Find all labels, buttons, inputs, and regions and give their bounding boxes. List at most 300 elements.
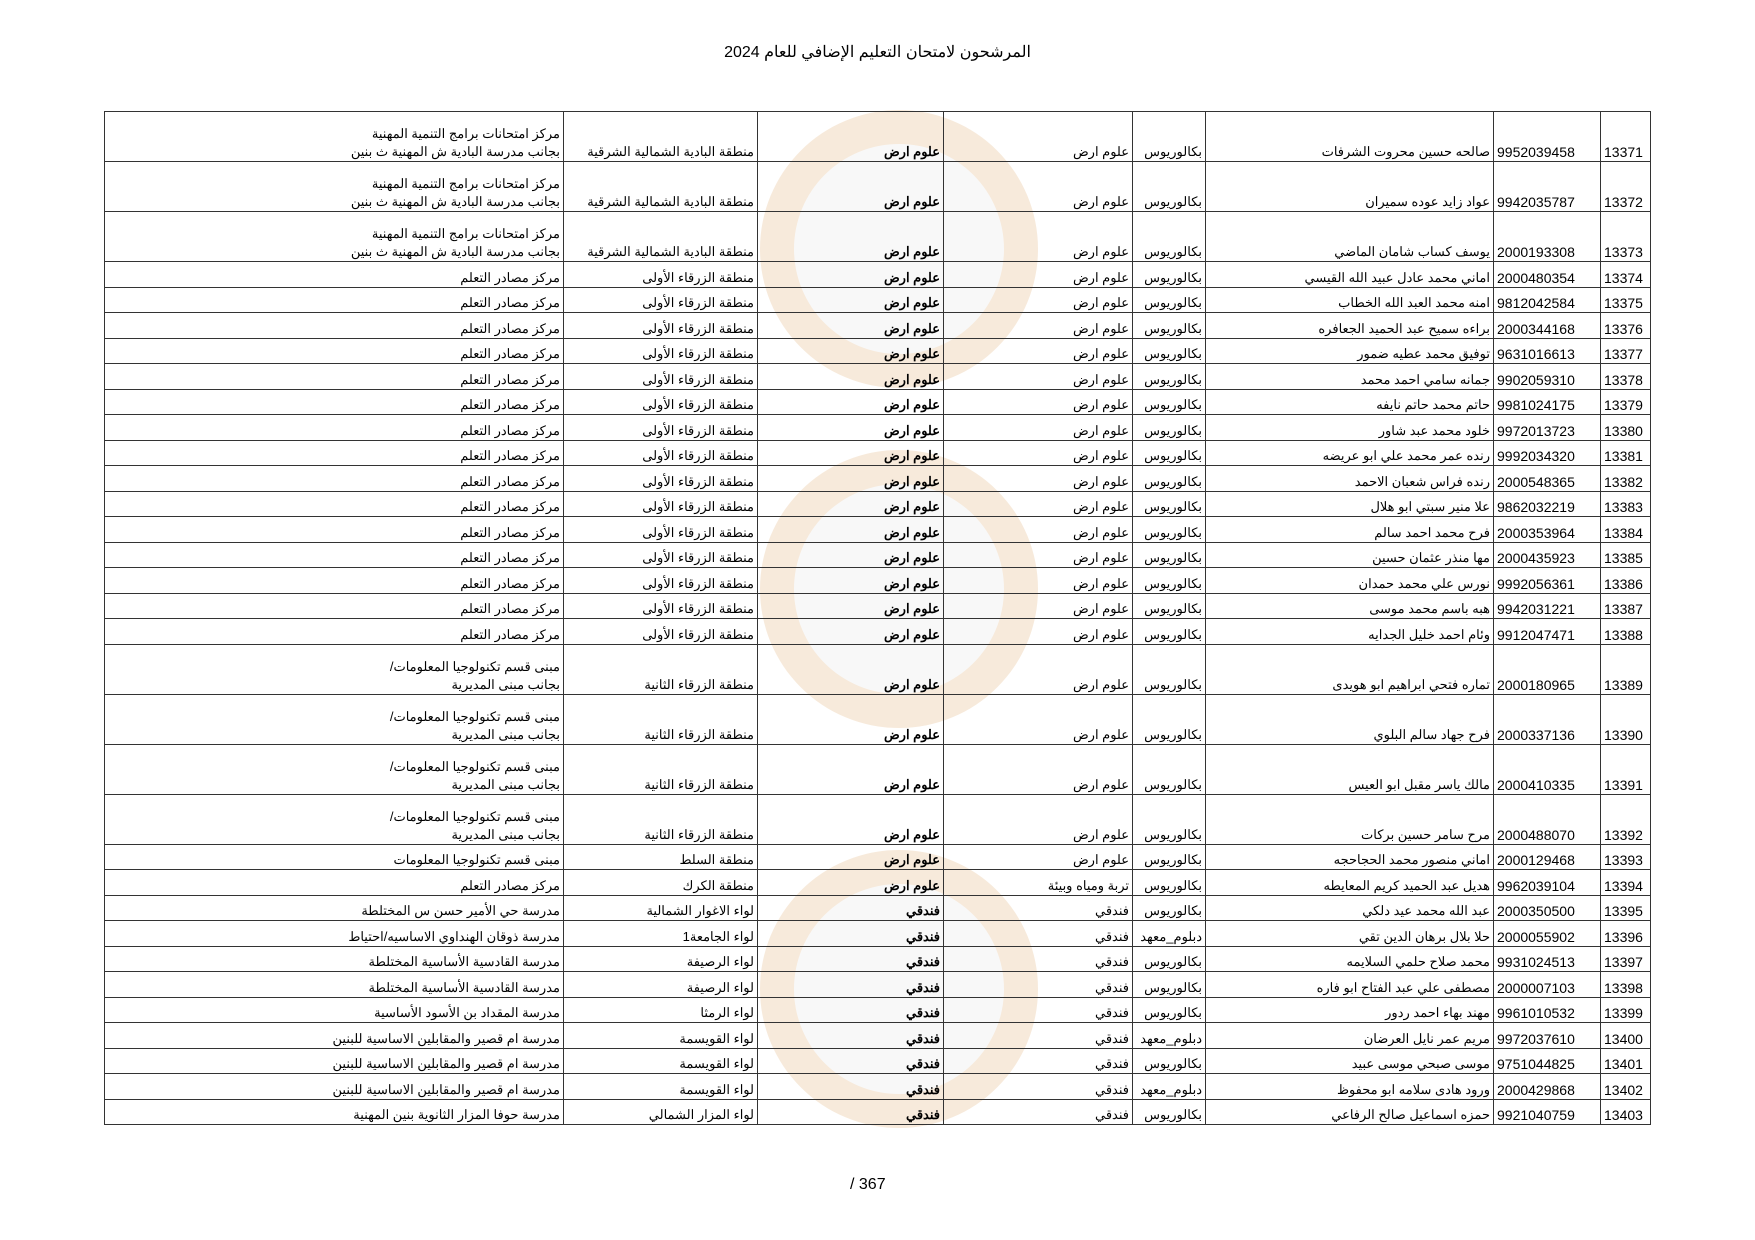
national-id-cell: 2000129468 [1494,844,1601,870]
region-cell: منطقة الكرك [564,870,758,896]
region-cell: لواء الرصيفة [564,946,758,972]
candidates-table [104,111,1651,1125]
exam-center-line: مركز مصادر التعلم [460,371,560,387]
name-cell: مهند بهاء احمد ردور [1206,997,1494,1023]
degree-cell: بكالوريوس [1133,542,1206,568]
degree-cell: بكالوريوس [1133,593,1206,619]
degree-cell: بكالوريوس [1133,162,1206,212]
table-row [105,997,1651,1023]
degree-cell: بكالوريوس [1133,895,1206,921]
seq-cell: 13387 [1601,593,1651,619]
name-cell: حمزه اسماعيل صالح الرفاعي [1206,1099,1494,1125]
seq-cell: 13379 [1601,389,1651,415]
seq-cell: 13391 [1601,744,1651,794]
subject-cell: علوم ارض [758,794,944,844]
seq-cell: 13380 [1601,415,1651,441]
major-cell: فندقي [944,972,1133,998]
table-row [105,946,1651,972]
national-id-cell: 2000350500 [1494,895,1601,921]
exam-center-line: مركز امتحانات برامج التنمية المهنية [371,126,560,141]
degree-cell: بكالوريوس [1133,415,1206,441]
region-cell: منطقة السلط [564,844,758,870]
national-id-cell: 9862032219 [1494,491,1601,517]
name-cell: هديل عبد الحميد كريم المعايطه [1206,870,1494,896]
national-id-cell: 2000488070 [1494,794,1601,844]
subject-cell: علوم ارض [758,364,944,390]
exam-center-cell [105,466,564,492]
national-id-cell: 9912047471 [1494,619,1601,645]
seq-cell: 13374 [1601,262,1651,288]
exam-center-line: مركز مصادر التعلم [460,499,560,514]
name-cell: توفيق محمد عطيه ضمور [1206,338,1494,364]
region-cell: منطقة الزرقاء الأولى [564,415,758,441]
seq-cell: 13378 [1601,364,1651,390]
name-cell: اماني محمد عادل عبيد الله القيسي [1206,262,1494,288]
degree-cell: بكالوريوس [1133,338,1206,364]
exam-center-line: بجانب مبنى المديرية [451,676,560,692]
subject-cell: علوم ارض [758,593,944,619]
major-cell: علوم ارض [944,593,1133,619]
national-id-cell: 2000548365 [1494,466,1601,492]
seq-cell: 13400 [1601,1023,1651,1049]
degree-cell: بكالوريوس [1133,287,1206,313]
exam-center-line: مركز مصادر التعلم [460,269,560,285]
table-row [105,517,1651,543]
national-id-cell: 9992034320 [1494,440,1601,466]
name-cell: مالك ياسر مقبل ابو العيس [1206,744,1494,794]
exam-center-line: مبنى قسم تكنولوجيا المعلومات/ [389,658,560,674]
major-cell: علوم ارض [944,744,1133,794]
national-id-cell: 2000344168 [1494,313,1601,339]
table-row [105,1023,1651,1049]
region-cell: منطقة الزرقاء الأولى [564,338,758,364]
major-cell: علوم ارض [944,364,1133,390]
region-cell: لواء المزار الشمالي [564,1099,758,1125]
exam-center-cell [105,338,564,364]
exam-center-cell [105,644,564,694]
region-cell: منطقة الزرقاء الثانية [564,794,758,844]
national-id-cell: 9981024175 [1494,389,1601,415]
exam-center-line: مركز امتحانات برامج التنمية المهنية [371,226,560,241]
seq-cell: 13376 [1601,313,1651,339]
region-cell: منطقة الزرقاء الأولى [564,313,758,339]
national-id-cell: 9961010532 [1494,997,1601,1023]
seq-cell: 13372 [1601,162,1651,212]
degree-cell: دبلوم_معهد [1133,1023,1206,1049]
subject-cell: فندقي [758,921,944,947]
subject-cell: علوم ارض [758,389,944,415]
major-cell: علوم ارض [944,415,1133,441]
degree-cell: بكالوريوس [1133,389,1206,415]
exam-center-cell [105,262,564,288]
subject-cell: علوم ارض [758,466,944,492]
national-id-cell: 9992056361 [1494,568,1601,594]
exam-center-cell [105,794,564,844]
region-cell: منطقة البادية الشمالية الشرقية [564,212,758,262]
national-id-cell: 9972013723 [1494,415,1601,441]
subject-cell: علوم ارض [758,415,944,441]
subject-cell: علوم ارض [758,313,944,339]
subject-cell: علوم ارض [758,338,944,364]
exam-center-cell [105,619,564,645]
exam-center-line: بجانب مدرسة البادية ش المهنية ث بنين [350,194,560,209]
subject-cell: فندقي [758,972,944,998]
table-row [105,338,1651,364]
national-id-cell: 2000180965 [1494,644,1601,694]
table-row [105,794,1651,844]
exam-center-cell [105,870,564,896]
exam-center-cell [105,212,564,262]
name-cell: مصطفى علي عبد الفتاح ابو فاره [1206,972,1494,998]
name-cell: موسى صبحي موسى عبيد [1206,1048,1494,1074]
name-cell: عبد الله محمد عيد دلكي [1206,895,1494,921]
seq-cell: 13384 [1601,517,1651,543]
name-cell: مرح سامر حسين بركات [1206,794,1494,844]
exam-center-cell [105,313,564,339]
major-cell: علوم ارض [944,491,1133,517]
exam-center-cell [105,112,564,162]
exam-center-cell [105,921,564,947]
exam-center-cell [105,1048,564,1074]
major-cell: علوم ارض [944,112,1133,162]
national-id-cell: 9931024513 [1494,946,1601,972]
major-cell: علوم ارض [944,212,1133,262]
national-id-cell: 9812042584 [1494,287,1601,313]
degree-cell: بكالوريوس [1133,694,1206,744]
region-cell: منطقة الزرقاء الأولى [564,262,758,288]
major-cell: علوم ارض [944,517,1133,543]
region-cell: منطقة الزرقاء الأولى [564,568,758,594]
region-cell: منطقة البادية الشمالية الشرقية [564,162,758,212]
region-cell: منطقة الزرقاء الأولى [564,364,758,390]
degree-cell: دبلوم_معهد [1133,1074,1206,1100]
exam-center-cell [105,946,564,972]
exam-center-line: بجانب مدرسة البادية ش المهنية ث بنين [350,144,560,159]
exam-center-cell [105,287,564,313]
degree-cell: بكالوريوس [1133,568,1206,594]
subject-cell: علوم ارض [758,162,944,212]
exam-center-line: مركز مصادر التعلم [460,448,560,463]
national-id-cell: 2000480354 [1494,262,1601,288]
exam-center-line: مركز مصادر التعلم [460,397,560,412]
exam-center-line: مدرسة ام قصير والمقابلين الاساسية للبنين [332,1081,560,1097]
region-cell: منطقة البادية الشمالية الشرقية [564,112,758,162]
table-row [105,972,1651,998]
seq-cell: 13390 [1601,694,1651,744]
national-id-cell: 9942035787 [1494,162,1601,212]
table-row [105,313,1651,339]
national-id-cell: 2000353964 [1494,517,1601,543]
exam-center-cell [105,364,564,390]
seq-cell: 13398 [1601,972,1651,998]
exam-center-cell [105,162,564,212]
degree-cell: بكالوريوس [1133,517,1206,543]
exam-center-line: مركز مصادر التعلم [460,320,560,336]
region-cell: منطقة الزرقاء الأولى [564,491,758,517]
table-row [105,212,1651,262]
degree-cell: دبلوم_معهد [1133,921,1206,947]
name-cell: رنده عمر محمد علي ابو عريضه [1206,440,1494,466]
name-cell: تماره فتحي ابراهيم ابو هويدى [1206,644,1494,694]
national-id-cell: 2000193308 [1494,212,1601,262]
national-id-cell: 2000429868 [1494,1074,1601,1100]
name-cell: يوسف كساب شامان الماضي [1206,212,1494,262]
exam-center-line: مركز مصادر التعلم [460,473,560,489]
degree-cell: بكالوريوس [1133,491,1206,517]
major-cell: علوم ارض [944,844,1133,870]
table-row [105,619,1651,645]
exam-center-cell [105,568,564,594]
table-row [105,162,1651,212]
exam-center-line: مركز مصادر التعلم [460,877,560,893]
subject-cell: علوم ارض [758,542,944,568]
table-row [105,593,1651,619]
table-row [105,1048,1651,1074]
name-cell: امنه محمد العبد الله الخطاب [1206,287,1494,313]
major-cell: علوم ارض [944,644,1133,694]
national-id-cell: 9952039458 [1494,112,1601,162]
region-cell: منطقة الزرقاء الثانية [564,694,758,744]
national-id-cell: 9962039104 [1494,870,1601,896]
degree-cell: بكالوريوس [1133,466,1206,492]
subject-cell: علوم ارض [758,287,944,313]
seq-cell: 13396 [1601,921,1651,947]
exam-center-cell [105,517,564,543]
major-cell: فندقي [944,1099,1133,1125]
exam-center-line: مدرسة حوفا المزار الثانوية بنين المهنية [353,1107,560,1122]
name-cell: وئام احمد خليل الجدايه [1206,619,1494,645]
subject-cell: علوم ارض [758,870,944,896]
page-number: 367 / [850,1176,886,1193]
table-row [105,415,1651,441]
exam-center-cell [105,440,564,466]
name-cell: علا منير سبتي ابو هلال [1206,491,1494,517]
major-cell: علوم ارض [944,619,1133,645]
name-cell: فرح محمد احمد سالم [1206,517,1494,543]
table-row [105,1099,1651,1125]
region-cell: لواء القويسمة [564,1048,758,1074]
major-cell: فندقي [944,1048,1133,1074]
major-cell: تربة ومياه وبيئة [944,870,1133,896]
national-id-cell: 9942031221 [1494,593,1601,619]
national-id-cell: 2000337136 [1494,694,1601,744]
name-cell: هبه باسم محمد موسى [1206,593,1494,619]
national-id-cell: 2000435923 [1494,542,1601,568]
table-row [105,262,1651,288]
name-cell: خلود محمد عبد شاور [1206,415,1494,441]
major-cell: علوم ارض [944,389,1133,415]
exam-center-line: مبنى قسم تكنولوجيا المعلومات/ [389,758,560,774]
national-id-cell: 9751044825 [1494,1048,1601,1074]
major-cell: علوم ارض [944,338,1133,364]
name-cell: براءه سميح عبد الحميد الجعافره [1206,313,1494,339]
subject-cell: فندقي [758,1099,944,1125]
subject-cell: فندقي [758,895,944,921]
major-cell: علوم ارض [944,440,1133,466]
degree-cell: بكالوريوس [1133,262,1206,288]
name-cell: جمانه سامي احمد محمد [1206,364,1494,390]
name-cell: نورس علي محمد حمدان [1206,568,1494,594]
exam-center-line: مدرسة حي الأمير حسن س المختلطة [361,903,560,918]
region-cell: لواء الرمثا [564,997,758,1023]
degree-cell: بكالوريوس [1133,1048,1206,1074]
exam-center-cell [105,593,564,619]
region-cell: لواء القويسمة [564,1023,758,1049]
region-cell: منطقة الزرقاء الأولى [564,389,758,415]
national-id-cell: 9631016613 [1494,338,1601,364]
subject-cell: فندقي [758,1074,944,1100]
region-cell: منطقة الزرقاء الأولى [564,440,758,466]
exam-center-line: مركز مصادر التعلم [460,575,560,591]
subject-cell: علوم ارض [758,212,944,262]
exam-center-line: مركز مصادر التعلم [460,346,560,361]
degree-cell: بكالوريوس [1133,870,1206,896]
degree-cell: بكالوريوس [1133,313,1206,339]
major-cell: فندقي [944,921,1133,947]
region-cell: لواء القويسمة [564,1074,758,1100]
degree-cell: بكالوريوس [1133,794,1206,844]
seq-cell: 13395 [1601,895,1651,921]
seq-cell: 13402 [1601,1074,1651,1100]
name-cell: مها منذر عثمان حسين [1206,542,1494,568]
national-id-cell: 2000410335 [1494,744,1601,794]
degree-cell: بكالوريوس [1133,972,1206,998]
exam-center-line: مدرسة المقداد بن الأسود الأساسية [374,1005,560,1020]
degree-cell: بكالوريوس [1133,946,1206,972]
seq-cell: 13397 [1601,946,1651,972]
seq-cell: 13392 [1601,794,1651,844]
exam-center-cell [105,1099,564,1125]
name-cell: ورود هادى سلامه ابو محفوظ [1206,1074,1494,1100]
major-cell: فندقي [944,997,1133,1023]
degree-cell: بكالوريوس [1133,112,1206,162]
major-cell: فندقي [944,1074,1133,1100]
national-id-cell: 9921040759 [1494,1099,1601,1125]
region-cell: منطقة الزرقاء الأولى [564,542,758,568]
page-title: المرشحون لامتحان التعليم الإضافي للعام 2024 [724,44,1031,61]
table-row [105,389,1651,415]
seq-cell: 13371 [1601,112,1651,162]
seq-cell: 13388 [1601,619,1651,645]
seq-cell: 13381 [1601,440,1651,466]
major-cell: فندقي [944,895,1133,921]
subject-cell: علوم ارض [758,262,944,288]
name-cell: صالحه حسين محروت الشرفات [1206,112,1494,162]
table-row [105,644,1651,694]
exam-center-cell [105,997,564,1023]
exam-center-line: مبنى قسم تكنولوجيا المعلومات/ [389,708,560,724]
region-cell: منطقة الزرقاء الأولى [564,466,758,492]
seq-cell: 13393 [1601,844,1651,870]
degree-cell: بكالوريوس [1133,364,1206,390]
degree-cell: بكالوريوس [1133,997,1206,1023]
exam-center-line: مركز مصادر التعلم [460,524,560,540]
major-cell: فندقي [944,946,1133,972]
exam-center-line: مركز مصادر التعلم [460,601,560,616]
national-id-cell: 2000007103 [1494,972,1601,998]
exam-center-line: مركز مصادر التعلم [460,295,560,310]
subject-cell: علوم ارض [758,694,944,744]
major-cell: علوم ارض [944,794,1133,844]
name-cell: اماني منصور محمد الحجاحجه [1206,844,1494,870]
table-row [105,364,1651,390]
subject-cell: فندقي [758,1048,944,1074]
subject-cell: علوم ارض [758,619,944,645]
seq-cell: 13377 [1601,338,1651,364]
seq-cell: 13383 [1601,491,1651,517]
exam-center-line: مدرسة ذوقان الهنداوي الاساسيه/احتياط [348,928,560,944]
table-row [105,466,1651,492]
exam-center-line: مدرسة القادسية الأساسية المختلطة [368,954,560,969]
table-row [105,844,1651,870]
major-cell: علوم ارض [944,542,1133,568]
exam-center-cell [105,415,564,441]
degree-cell: بكالوريوس [1133,1099,1206,1125]
exam-center-line: بجانب مبنى المديرية [451,776,560,792]
subject-cell: فندقي [758,997,944,1023]
major-cell: علوم ارض [944,466,1133,492]
subject-cell: فندقي [758,946,944,972]
exam-center-cell [105,542,564,568]
major-cell: علوم ارض [944,262,1133,288]
table-row [105,112,1651,162]
exam-center-cell [105,389,564,415]
exam-center-line: مركز مصادر التعلم [460,422,560,438]
major-cell: فندقي [944,1023,1133,1049]
region-cell: منطقة الزرقاء الأولى [564,593,758,619]
subject-cell: علوم ارض [758,440,944,466]
subject-cell: علوم ارض [758,568,944,594]
exam-center-cell [105,694,564,744]
exam-center-line: بجانب مبنى المديرية [451,826,560,842]
exam-center-line: مبنى قسم تكنولوجيا المعلومات [393,852,560,867]
degree-cell: بكالوريوس [1133,644,1206,694]
seq-cell: 13385 [1601,542,1651,568]
national-id-cell: 2000055902 [1494,921,1601,947]
degree-cell: بكالوريوس [1133,744,1206,794]
seq-cell: 13403 [1601,1099,1651,1125]
table-row [105,744,1651,794]
subject-cell: علوم ارض [758,744,944,794]
name-cell: حاتم محمد حاتم نايفه [1206,389,1494,415]
exam-center-cell [105,1074,564,1100]
major-cell: علوم ارض [944,568,1133,594]
table-row [105,921,1651,947]
region-cell: منطقة الزرقاء الأولى [564,517,758,543]
region-cell: لواء الاغوار الشمالية [564,895,758,921]
table-row [105,287,1651,313]
national-id-cell: 9972037610 [1494,1023,1601,1049]
seq-cell: 13382 [1601,466,1651,492]
exam-center-line: مركز مصادر التعلم [460,626,560,642]
table-row [105,694,1651,744]
subject-cell: علوم ارض [758,112,944,162]
major-cell: علوم ارض [944,313,1133,339]
exam-center-cell [105,1023,564,1049]
exam-center-line: مدرسة ام قصير والمقابلين الاساسية للبنين [332,1030,560,1046]
exam-center-cell [105,491,564,517]
exam-center-cell [105,895,564,921]
seq-cell: 13386 [1601,568,1651,594]
name-cell: رنده فراس شعبان الاحمد [1206,466,1494,492]
seq-cell: 13401 [1601,1048,1651,1074]
exam-center-line: مدرسة ام قصير والمقابلين الاساسية للبنين [332,1056,560,1071]
subject-cell: فندقي [758,1023,944,1049]
table-row [105,440,1651,466]
name-cell: عواد زايد عوده سميران [1206,162,1494,212]
region-cell: منطقة الزرقاء الثانية [564,644,758,694]
region-cell: لواء الجامعة1 [564,921,758,947]
